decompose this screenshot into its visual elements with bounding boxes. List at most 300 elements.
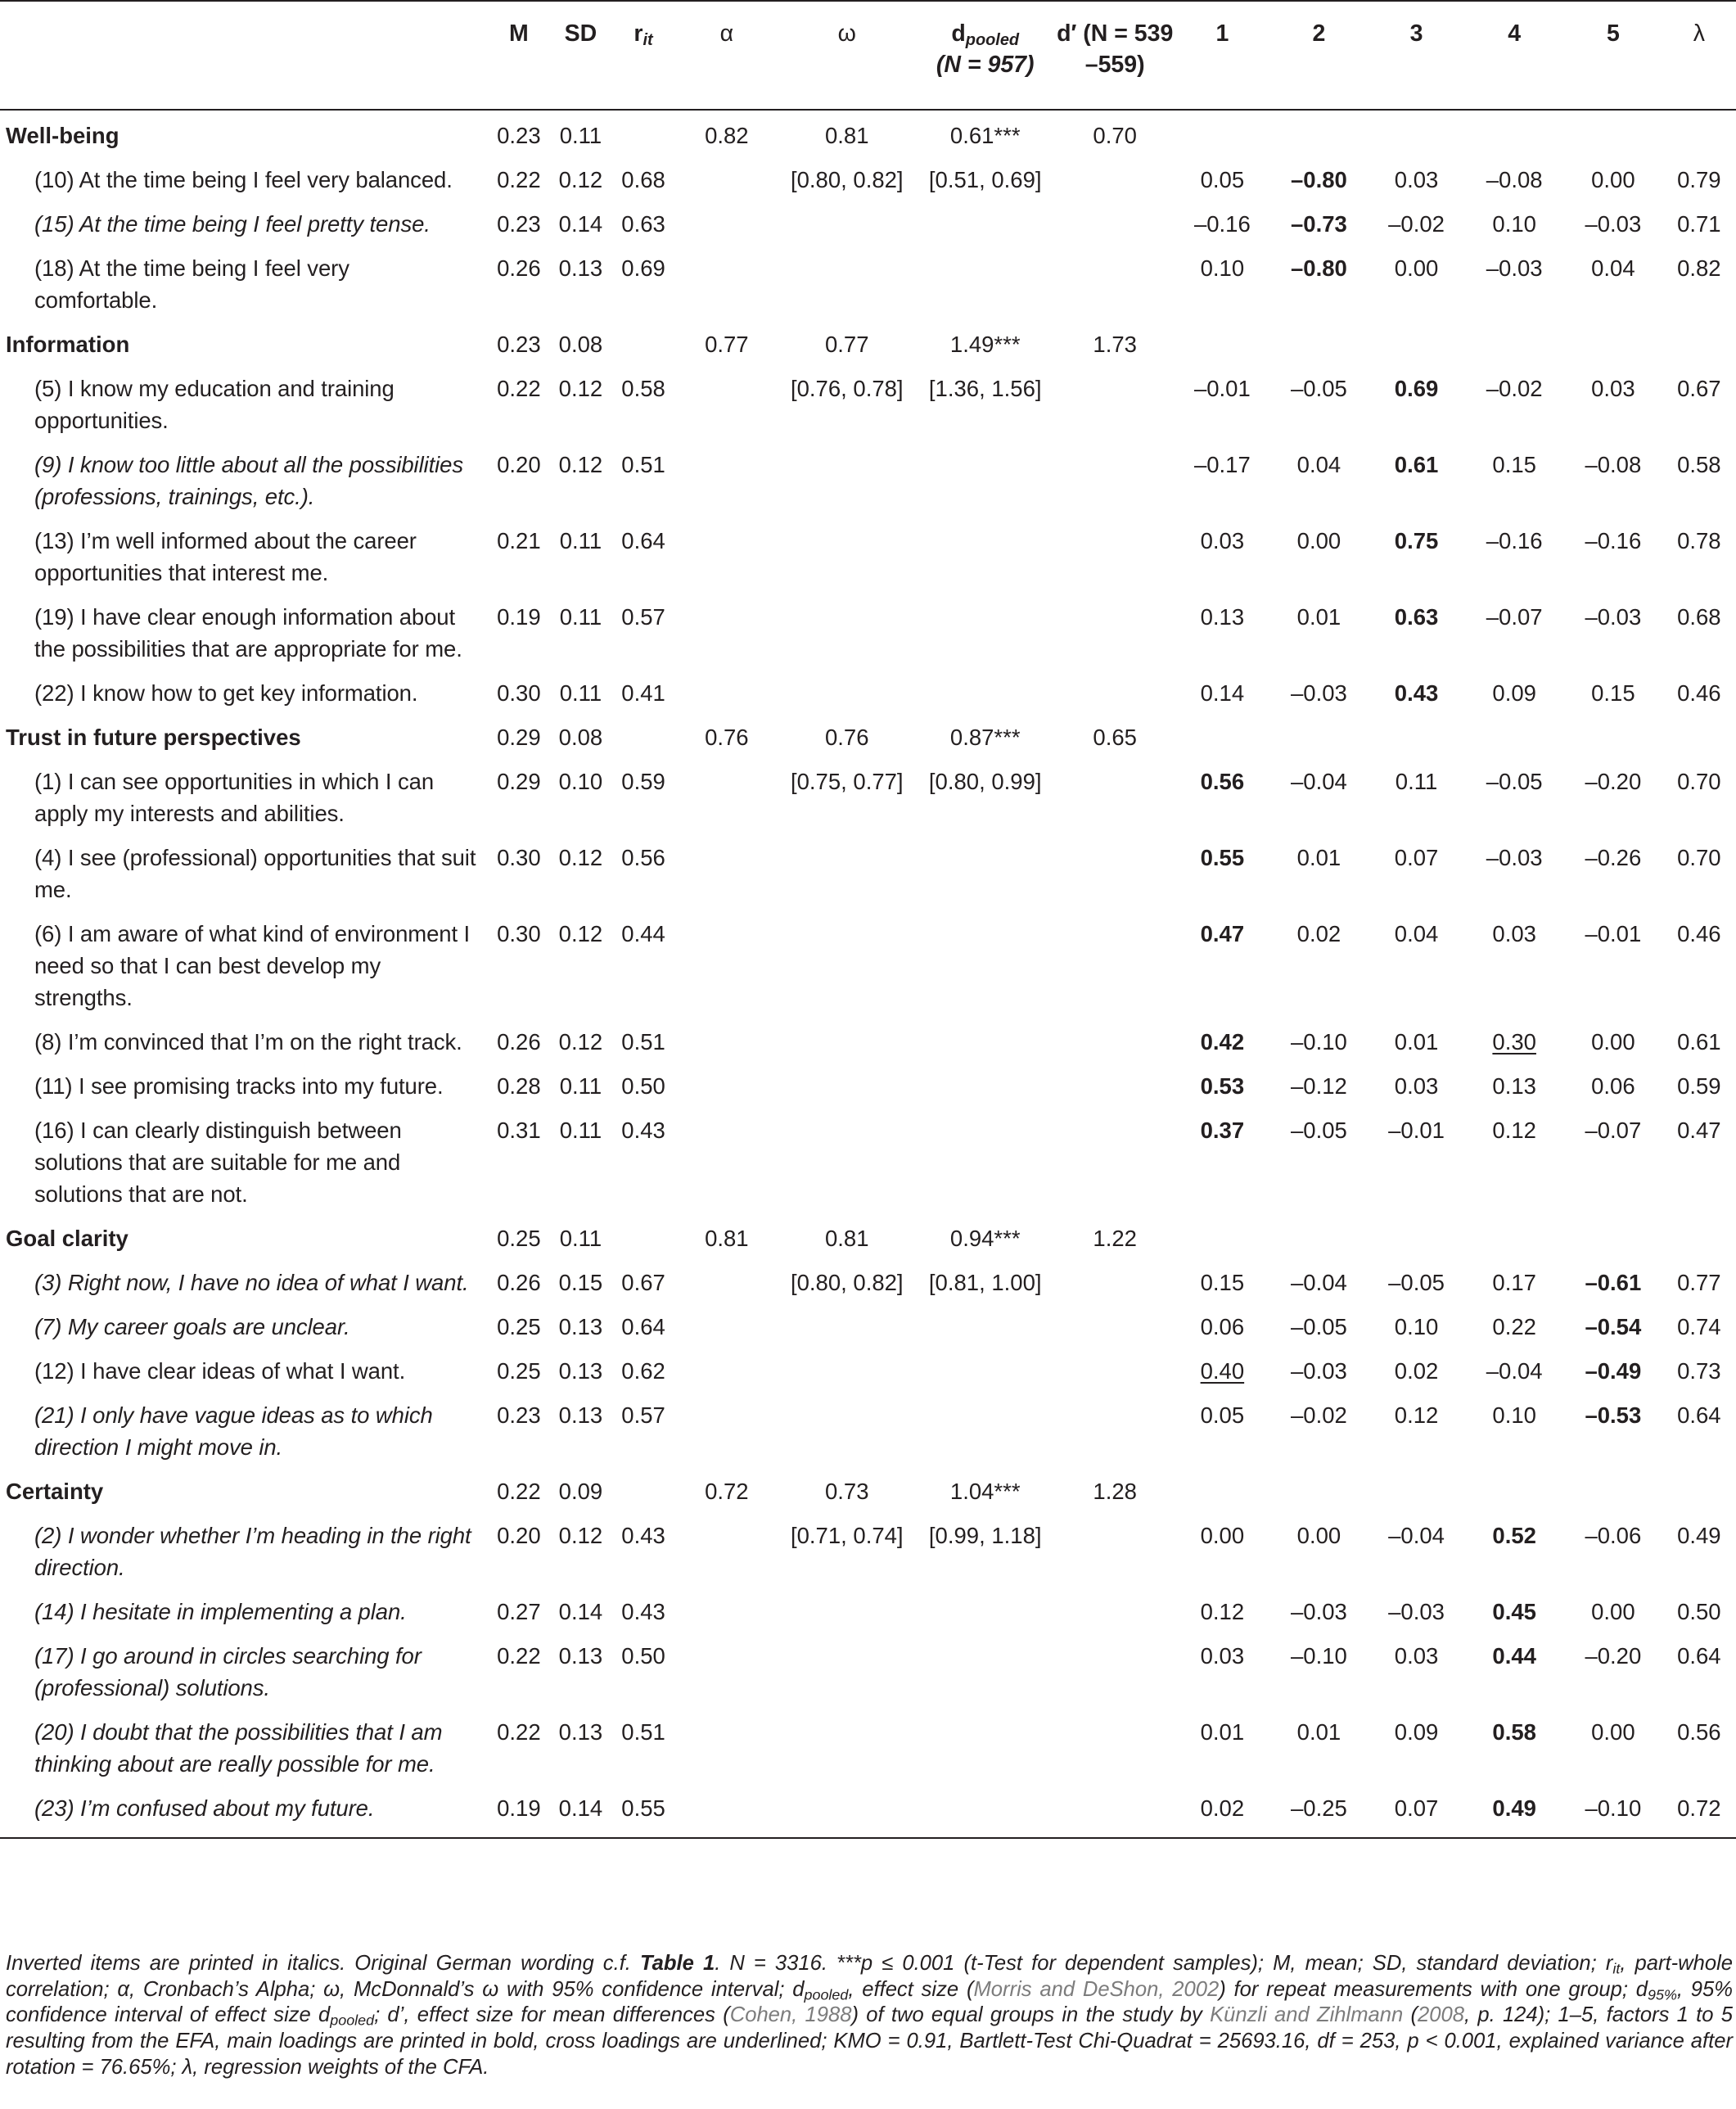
sd-cell: 0.12: [558, 376, 603, 401]
factor-3-loading: 0.69: [1394, 376, 1439, 401]
mean-cell: 0.23: [497, 1402, 541, 1428]
dpooled-cell: [916, 1631, 1055, 1707]
omega-cell: [778, 668, 916, 712]
factor-5-loading: –0.03: [1585, 211, 1642, 237]
factor-3-loading: 0.12: [1394, 1402, 1439, 1428]
factor-3-loading: 0.01: [1394, 1029, 1439, 1054]
rit-cell: 0.58: [621, 376, 665, 401]
mean-cell: 0.22: [497, 376, 541, 401]
rit-cell: 0.51: [621, 452, 665, 477]
lambda-cell: [1662, 110, 1736, 155]
header-sd: SD: [550, 2, 612, 110]
lambda-cell: 0.46: [1677, 921, 1721, 946]
factor-1-loading: 0.56: [1200, 769, 1245, 794]
factor-3-loading: [1369, 1213, 1465, 1258]
factor-2-loading: –0.10: [1291, 1643, 1347, 1669]
header-factor-1: 1: [1175, 2, 1269, 110]
item-row: [0, 909, 1736, 1017]
factor-2-loading: 0.00: [1296, 1523, 1341, 1548]
scale-row: [0, 1213, 1736, 1258]
alpha-cell: 0.76: [705, 725, 749, 750]
dpooled-cell: [916, 1105, 1055, 1213]
factor-4-loading: [1464, 110, 1564, 155]
rit-cell: [611, 110, 675, 155]
item-label: (11) I see promising tracks into my future.: [34, 1073, 444, 1099]
factor-4-loading: 0.52: [1492, 1523, 1536, 1548]
scale-label: Trust in future perspectives: [6, 725, 301, 750]
factor-2-loading: 0.01: [1296, 845, 1341, 870]
item-label: (23) I’m confused about my future.: [0, 1783, 488, 1838]
lambda-cell: 0.47: [1677, 1118, 1721, 1143]
rit-cell: 0.64: [621, 1314, 665, 1339]
header-dpooled: $d_{pooled}$ (N = 957): [916, 2, 1055, 110]
scale-row: [0, 110, 1736, 155]
dpooled-cell: 0.61***: [949, 123, 1021, 148]
item-row: [0, 592, 1736, 668]
factor-1-loading: 0.42: [1200, 1029, 1245, 1054]
alpha-cell: [675, 1707, 778, 1783]
alpha-cell: [675, 1061, 778, 1105]
lambda-cell: 0.79: [1677, 167, 1721, 192]
mean-cell: 0.26: [497, 255, 541, 281]
factor-1-loading: 0.53: [1200, 1073, 1245, 1099]
factor-4-loading: 0.03: [1492, 921, 1536, 946]
dpooled-cell: [0.51, 0.69]: [928, 167, 1042, 192]
factor-1-loading: 0.03: [1200, 528, 1245, 553]
item-label: (15) At the time being I feel pretty tense.: [34, 211, 431, 237]
factor-2-loading: [1269, 1466, 1369, 1511]
sd-cell: 0.11: [559, 1118, 602, 1143]
lambda-cell: 0.68: [1677, 604, 1721, 630]
dpooled-cell: [0.80, 0.99]: [928, 769, 1042, 794]
dprime-cell: [1055, 440, 1175, 516]
factor-5-loading: –0.10: [1564, 1783, 1662, 1838]
item-label: (12) I have clear ideas of what I want.: [34, 1358, 406, 1384]
citation-link[interactable]: 2008: [1418, 2003, 1464, 2027]
factor-5-loading: –0.20: [1585, 1643, 1642, 1669]
alpha-cell: [675, 1511, 778, 1587]
sd-cell: 0.13: [558, 1402, 603, 1428]
factor-2-loading: 0.01: [1296, 604, 1341, 630]
factor-3-loading: 0.75: [1394, 528, 1439, 553]
factor-1-loading: 0.55: [1200, 845, 1245, 870]
dprime-cell: [1055, 756, 1175, 833]
factor-1-loading: 0.05: [1200, 167, 1245, 192]
factor-4-loading: 0.10: [1492, 1402, 1536, 1428]
dprime-cell: [1055, 1631, 1175, 1707]
mean-cell: 0.30: [497, 680, 541, 706]
factor-5-loading: [1564, 110, 1662, 155]
factor-3-loading: –0.03: [1388, 1599, 1445, 1624]
factor-4-loading: 0.49: [1464, 1783, 1564, 1838]
dprime-cell: [1055, 1017, 1175, 1061]
factor-4-loading: –0.07: [1486, 604, 1543, 630]
factor-1-loading: 0.12: [1200, 1599, 1245, 1624]
lambda-cell: 0.78: [1677, 528, 1721, 553]
item-label: (6) I am aware of what kind of environment I need so that I can best develop my strengths.: [34, 921, 471, 1010]
factor-3-loading: –0.04: [1388, 1523, 1445, 1548]
factor-3-loading: 0.03: [1394, 1073, 1439, 1099]
dprime-cell: [1055, 909, 1175, 1017]
item-label: (8) I’m convinced that I’m on the right track.: [34, 1029, 462, 1054]
header-rit: $r_{it}$: [611, 2, 675, 110]
factor-5-loading: [1564, 1213, 1662, 1258]
item-row: [0, 1346, 1736, 1390]
lambda-cell: [1662, 1466, 1736, 1511]
item-row: [0, 1783, 1736, 1838]
omega-cell: [0.76, 0.78]: [790, 376, 904, 401]
factor-1-loading: 0.03: [1200, 1643, 1245, 1669]
table-footnote: Inverted items are printed in italics. Original German wording c.f. Table 1. N = 3316. ***p ≤ 0.001 (t-Test for dependent samples); M, mean; SD, standard deviation; $r_{it}$, part-whole correlation; α, Cronbach’s Alpha; ω, McDonnald’s ω with 95% confidence interval; $d_{pooled}$, effect size (Morris and DeShon, 2002) for repeat measurements with one group; $d_{95\%}$, 95% confidence interval of effect size $d_{pooled}$; d’, effect size for mean differences (Cohen, 1988) of two equal groups in the study by Künzli and Zihlmann (2008, p. 124); 1–5, factors 1 to 5 resulting from the EFA, main loadings are printed in bold, cross loadings are underlined; KMO = 0.91, Bartlett-Test Chi-Quadrat = 25693.16, df = 253, p < 0.001, explained variance after rotation = 76.65%; λ, regression weights of the CFA.: [6, 1952, 1734, 2079]
factor-1-loading: 0.06: [1200, 1314, 1245, 1339]
factor-2-loading: –0.12: [1291, 1073, 1347, 1099]
scale-label: Goal clarity: [6, 1226, 129, 1251]
factor-3-loading: [1369, 1466, 1465, 1511]
omega-cell: [778, 440, 916, 516]
mean-cell: 0.23: [497, 211, 541, 237]
header-row: [0, 2, 1736, 110]
factor-3-loading: –0.02: [1388, 211, 1445, 237]
factor-1-loading: –0.17: [1193, 452, 1251, 477]
rit-cell: [611, 1466, 675, 1511]
dpooled-cell: [916, 833, 1055, 909]
dprime-cell: [1055, 1302, 1175, 1346]
factor-3-loading: 0.03: [1394, 167, 1439, 192]
factor-2-loading: –0.04: [1291, 769, 1347, 794]
mean-cell: 0.27: [497, 1599, 541, 1624]
mean-cell: 0.28: [497, 1073, 541, 1099]
factor-5-loading: 0.00: [1591, 1719, 1635, 1745]
factor-5-loading: –0.06: [1585, 1523, 1642, 1548]
item-label: (21) I only have vague ideas as to which direction I might move in.: [34, 1402, 433, 1460]
omega-cell: [0.80, 0.82]: [790, 1270, 904, 1295]
factor-4-loading: [1464, 1466, 1564, 1511]
factor-1-loading: 0.02: [1175, 1783, 1269, 1838]
rit-cell: [611, 712, 675, 756]
scale-row: [0, 319, 1736, 364]
mean-cell: 0.30: [497, 921, 541, 946]
sd-cell: 0.08: [558, 725, 603, 750]
omega-cell: 0.73: [825, 1479, 869, 1504]
omega-cell: [778, 1390, 916, 1466]
alpha-cell: [675, 440, 778, 516]
factor-4-loading: 0.17: [1492, 1270, 1536, 1295]
item-row: [0, 756, 1736, 833]
factor-1-loading: –0.01: [1193, 376, 1251, 401]
dprime-cell: 1.73: [1093, 332, 1137, 357]
alpha-cell: [675, 668, 778, 712]
item-label: (17) I go around in circles searching for (professional) solutions.: [34, 1643, 422, 1700]
item-row: [0, 833, 1736, 909]
factor-3-loading: 0.00: [1394, 255, 1439, 281]
factor-1-loading: [1175, 110, 1269, 155]
dprime-cell: 0.65: [1093, 725, 1137, 750]
header-omega: ω: [778, 2, 916, 110]
dprime-cell: [1055, 1783, 1175, 1838]
header-alpha: α: [675, 2, 778, 110]
sd-cell: 0.11: [559, 528, 602, 553]
omega-cell: [778, 1631, 916, 1707]
alpha-cell: [675, 909, 778, 1017]
item-label: (3) Right now, I have no idea of what I want.: [34, 1270, 469, 1295]
mean-cell: 0.22: [497, 1479, 541, 1504]
mean-cell: 0.21: [497, 528, 541, 553]
factor-5-loading: [1564, 1466, 1662, 1511]
sd-cell: 0.14: [558, 1599, 603, 1624]
omega-cell: [0.75, 0.77]: [790, 769, 904, 794]
lambda-cell: [1662, 712, 1736, 756]
factor-1-loading: –0.16: [1193, 211, 1251, 237]
dpooled-cell: [916, 1390, 1055, 1466]
omega-cell: [778, 516, 916, 592]
factor-2-loading: –0.80: [1291, 255, 1347, 281]
lambda-cell: 0.46: [1677, 680, 1721, 706]
sd-cell: 0.11: [559, 604, 602, 630]
dpooled-cell: [916, 668, 1055, 712]
lambda-cell: 0.70: [1677, 845, 1721, 870]
factor-5-loading: [1564, 712, 1662, 756]
dpooled-cell: [916, 1302, 1055, 1346]
sd-cell: 0.12: [558, 845, 603, 870]
factor-1-loading: [1175, 1346, 1269, 1390]
alpha-cell: [675, 1105, 778, 1213]
omega-cell: [0.71, 0.74]: [790, 1523, 904, 1548]
rit-cell: 0.63: [621, 211, 665, 237]
sd-cell: 0.12: [558, 1523, 603, 1548]
alpha-cell: [675, 1631, 778, 1707]
factor-5-loading: –0.54: [1585, 1314, 1642, 1339]
alpha-cell: [675, 199, 778, 243]
dpooled-cell: [916, 1783, 1055, 1838]
dpooled-cell: [916, 1707, 1055, 1783]
mean-cell: 0.25: [497, 1314, 541, 1339]
factor-5-loading: –0.53: [1585, 1402, 1642, 1428]
rit-cell: 0.57: [621, 604, 665, 630]
item-row: [0, 1302, 1736, 1346]
alpha-cell: 0.81: [705, 1226, 749, 1251]
dprime-cell: [1055, 592, 1175, 668]
omega-cell: 0.81: [825, 1226, 869, 1251]
sd-cell: 0.12: [558, 1029, 603, 1054]
header-lambda: λ: [1662, 2, 1736, 110]
factor-2-loading: –0.02: [1291, 1402, 1347, 1428]
alpha-cell: [675, 1302, 778, 1346]
factor-3-loading: 0.03: [1394, 1643, 1439, 1669]
factor-4-loading: –0.04: [1486, 1358, 1543, 1384]
dprime-cell: 0.70: [1093, 123, 1137, 148]
alpha-cell: 0.77: [705, 332, 749, 357]
citation-link[interactable]: Künzli and Zihlmann: [1210, 2003, 1404, 2027]
alpha-cell: [675, 1783, 778, 1838]
factor-5-loading: –0.20: [1585, 769, 1642, 794]
factor-1-loading: 0.00: [1200, 1523, 1245, 1548]
mean-cell: 0.20: [497, 1523, 541, 1548]
rit-cell: 0.51: [621, 1029, 665, 1054]
lambda-cell: [1662, 319, 1736, 364]
dpooled-cell: 1.04***: [949, 1479, 1021, 1504]
factor-2-loading: 0.02: [1296, 921, 1341, 946]
sd-cell: 0.12: [558, 452, 603, 477]
factor-4-loading: [1464, 712, 1564, 756]
item-label: (4) I see (professional) opportunities that suit me.: [34, 845, 476, 902]
dpooled-cell: 0.94***: [949, 1226, 1021, 1251]
scale-row: [0, 1466, 1736, 1511]
rit-cell: 0.41: [621, 680, 665, 706]
header-dprime: d′ (N = 539 –559): [1055, 2, 1175, 110]
factor-3-loading: 0.07: [1369, 1783, 1465, 1838]
item-row: [0, 1390, 1736, 1466]
header-factor-3: 3: [1369, 2, 1465, 110]
rit-cell: 0.43: [621, 1118, 665, 1143]
factor-2-loading: [1269, 712, 1369, 756]
factor-4-loading: 0.09: [1492, 680, 1536, 706]
factor-1-loading: 0.47: [1200, 921, 1245, 946]
dprime-cell: [1055, 1346, 1175, 1390]
dprime-cell: [1055, 1587, 1175, 1631]
mean-cell: 0.30: [497, 845, 541, 870]
factor-1-loading: 0.13: [1200, 604, 1245, 630]
rit-cell: 0.68: [621, 167, 665, 192]
dpooled-cell: [0.81, 1.00]: [928, 1270, 1042, 1295]
header-factor-2: 2: [1269, 2, 1369, 110]
cross-loading: 0.30: [1492, 1029, 1536, 1054]
lambda-cell: 0.64: [1677, 1643, 1721, 1669]
scale-row: [0, 712, 1736, 756]
factor-2-loading: –0.80: [1291, 167, 1347, 192]
item-label: (18) At the time being I feel very comfortable.: [34, 255, 349, 313]
mean-cell: 0.22: [497, 167, 541, 192]
factor-3-loading: 0.10: [1394, 1314, 1439, 1339]
citation-link[interactable]: Cohen, 1988: [729, 2003, 852, 2027]
scale-label: Information: [6, 332, 130, 357]
omega-cell: [778, 1017, 916, 1061]
factor-4-loading: –0.08: [1486, 167, 1543, 192]
item-label: (19) I have clear enough information about the possibilities that are appropriate for me.: [34, 604, 462, 662]
rit-cell: 0.62: [621, 1358, 665, 1384]
mean-cell: 0.29: [497, 725, 541, 750]
mean-cell: 0.26: [497, 1029, 541, 1054]
dpooled-cell: [916, 1061, 1055, 1105]
dpooled-cell: [0.99, 1.18]: [928, 1523, 1042, 1548]
factor-4-loading: –0.05: [1486, 769, 1543, 794]
dprime-cell: [1055, 1707, 1175, 1783]
alpha-cell: [675, 1587, 778, 1631]
omega-cell: [778, 1587, 916, 1631]
omega-cell: [778, 833, 916, 909]
sd-cell: 0.11: [559, 123, 602, 148]
factor-4-loading: [1464, 319, 1564, 364]
omega-cell: 0.76: [825, 725, 869, 750]
factor-5-loading: 0.04: [1591, 255, 1635, 281]
item-row: [0, 1017, 1736, 1061]
item-label: (7) My career goals are unclear.: [34, 1314, 350, 1339]
factor-2-loading: –0.05: [1291, 1314, 1347, 1339]
mean-cell: 0.25: [497, 1358, 541, 1384]
factor-3-loading: [1369, 319, 1465, 364]
factor-1-loading: 0.05: [1200, 1402, 1245, 1428]
sd-cell: 0.14: [558, 211, 603, 237]
rit-cell: 0.56: [621, 845, 665, 870]
factor-4-loading: [1464, 1213, 1564, 1258]
factor-2-loading: 0.01: [1296, 1719, 1341, 1745]
alpha-cell: [675, 243, 778, 319]
alpha-cell: 0.82: [705, 123, 749, 148]
alpha-cell: [675, 592, 778, 668]
factor-3-loading: 0.43: [1394, 680, 1439, 706]
factor-3-loading: 0.07: [1394, 845, 1439, 870]
factor-4-loading: 0.58: [1492, 1719, 1536, 1745]
dprime-cell: [1055, 668, 1175, 712]
dprime-cell: 1.28: [1093, 1479, 1137, 1504]
item-label: (2) I wonder whether I’m heading in the right direction.: [34, 1523, 471, 1580]
omega-cell: [778, 199, 916, 243]
alpha-cell: [675, 833, 778, 909]
lambda-cell: 0.74: [1677, 1314, 1721, 1339]
item-label: (1) I can see opportunities in which I can apply my interests and abilities.: [34, 769, 435, 826]
dpooled-cell: 1.49***: [949, 332, 1021, 357]
factor-5-loading: 0.03: [1591, 376, 1635, 401]
mean-cell: 0.22: [497, 1643, 541, 1669]
omega-cell: [778, 243, 916, 319]
dprime-cell: 1.22: [1093, 1226, 1137, 1251]
factor-1-loading: 0.37: [1200, 1118, 1245, 1143]
factor-2-loading: [1269, 110, 1369, 155]
lambda-cell: 0.49: [1677, 1523, 1721, 1548]
factor-4-loading: [1464, 1017, 1564, 1061]
item-label: (5) I know my education and training opportunities.: [34, 376, 395, 433]
factor-4-loading: –0.03: [1486, 845, 1543, 870]
rit-cell: [611, 319, 675, 364]
header-m: M: [488, 2, 550, 110]
factor-2-loading: –0.03: [1291, 680, 1347, 706]
item-row: [0, 1707, 1736, 1783]
citation-link[interactable]: Morris and DeShon, 2002: [973, 1977, 1220, 2001]
alpha-cell: [675, 364, 778, 440]
item-row: [0, 1061, 1736, 1105]
rit-cell: 0.57: [621, 1402, 665, 1428]
rit-cell: 0.55: [611, 1783, 675, 1838]
factor-5-loading: –0.49: [1585, 1358, 1642, 1384]
lambda-cell: 0.73: [1677, 1358, 1721, 1384]
item-row: [0, 440, 1736, 516]
dprime-cell: [1055, 1105, 1175, 1213]
rit-cell: 0.51: [621, 1719, 665, 1745]
factor-4-loading: 0.22: [1492, 1314, 1536, 1339]
sd-cell: 0.14: [550, 1783, 612, 1838]
sd-cell: 0.13: [558, 255, 603, 281]
dprime-cell: [1055, 155, 1175, 199]
factor-3-loading: 0.63: [1394, 604, 1439, 630]
omega-cell: [778, 1105, 916, 1213]
lambda-cell: 0.82: [1677, 255, 1721, 281]
factor-3-loading: –0.01: [1388, 1118, 1445, 1143]
omega-cell: [778, 592, 916, 668]
lambda-cell: [1662, 1213, 1736, 1258]
scale-label: Certainty: [6, 1479, 104, 1504]
item-label: (22) I know how to get key information.: [34, 680, 418, 706]
dpooled-cell: [916, 1346, 1055, 1390]
factor-2-loading: –0.05: [1291, 1118, 1347, 1143]
omega-cell: 0.81: [825, 123, 869, 148]
mean-cell: 0.26: [497, 1270, 541, 1295]
factor-5-loading: –0.26: [1585, 845, 1642, 870]
dprime-cell: [1055, 364, 1175, 440]
sd-cell: 0.13: [558, 1643, 603, 1669]
header-factor-4: 4: [1464, 2, 1564, 110]
lambda-cell: 0.56: [1677, 1719, 1721, 1745]
alpha-cell: [675, 516, 778, 592]
factor-2-loading: –0.25: [1269, 1783, 1369, 1838]
